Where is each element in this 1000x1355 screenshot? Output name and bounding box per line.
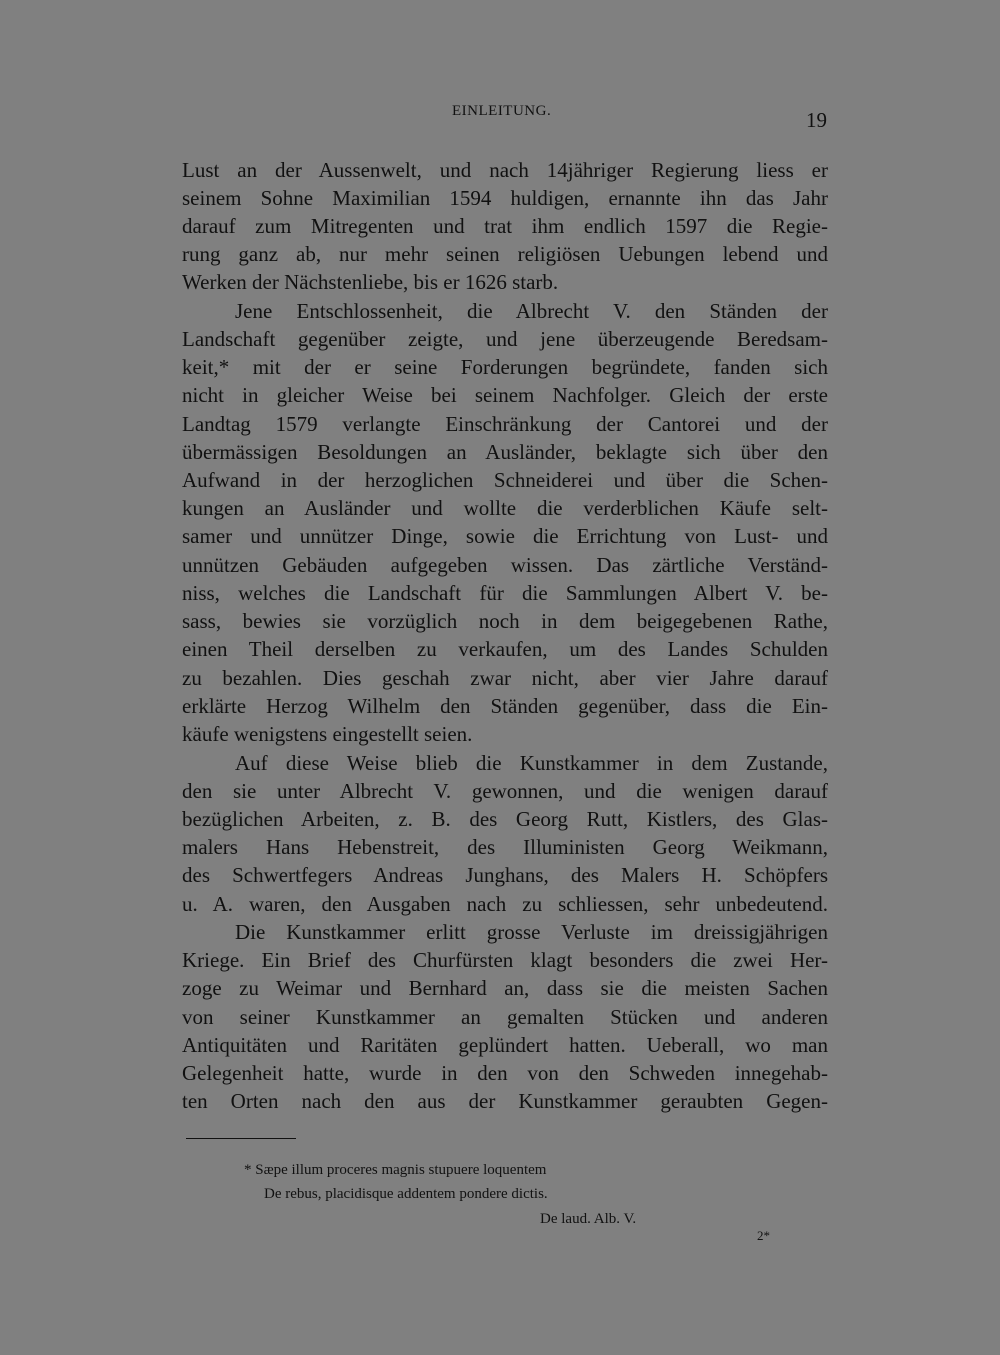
page-number: 19 (806, 108, 827, 132)
body-line: malers Hans Hebenstreit, des Illuministen Georg Weikmann, (182, 835, 828, 859)
body-line: Aufwand in der herzoglichen Schneiderei und über die Schen- (182, 468, 828, 492)
body-line: niss, welches die Landschaft für die Sammlungen Albert V. be- (182, 581, 828, 605)
body-line: samer und unnützer Dinge, sowie die Errichtung von Lust- und (182, 524, 828, 548)
body-line: den sie unter Albrecht V. gewonnen, und die wenigen darauf (182, 779, 828, 803)
body-line: seinem Sohne Maximilian 1594 huldigen, ernannte ihn das Jahr (182, 186, 828, 210)
body-line: erklärte Herzog Wilhelm den Ständen gegenüber, dass die Ein- (182, 694, 828, 718)
body-line: unnützen Gebäuden aufgegeben wissen. Das zärtliche Verständ- (182, 553, 828, 577)
body-line: käufe wenigstens eingestellt seien. (182, 722, 473, 746)
body-line: einen Theil derselben zu verkaufen, um des Landes Schulden (182, 637, 828, 661)
body-line: des Schwertfegers Andreas Junghans, des Malers H. Schöpfers (182, 863, 828, 887)
body-line: keit,* mit der er seine Forderungen begründete, fanden sich (182, 355, 828, 379)
body-line: Gelegenheit hatte, wurde in den von den Schweden innegehab- (182, 1061, 828, 1085)
body-line: Werken der Nächstenliebe, bis er 1626 starb. (182, 270, 559, 294)
body-line: Landtag 1579 verlangte Einschränkung der Cantorei und der (182, 412, 828, 436)
body-line: ten Orten nach den aus der Kunstkammer geraubten Gegen- (182, 1089, 828, 1113)
body-line: bezüglichen Arbeiten, z. B. des Georg Rutt, Kistlers, des Glas- (182, 807, 828, 831)
body-line: zoge zu Weimar und Bernhard an, dass sie die meisten Sachen (182, 976, 828, 1000)
footnote-source: De laud. Alb. V. (540, 1211, 637, 1227)
body-line: Auf diese Weise blieb die Kunstkammer in dem Zustande, (235, 751, 828, 775)
body-line: nicht in gleicher Weise bei seinem Nachfolger. Gleich der erste (182, 383, 828, 407)
body-line: sass, bewies sie vorzüglich noch in dem beigegebenen Rathe, (182, 609, 828, 633)
footnote-line: * Sæpe illum proceres magnis stupuere loquentem (244, 1162, 547, 1178)
footnote-rule (186, 1138, 296, 1139)
running-head: EINLEITUNG. (452, 103, 552, 119)
footnote-line: De rebus, placidisque addentem pondere dictis. (264, 1186, 548, 1202)
signature-mark: 2* (757, 1228, 770, 1243)
body-line: Kriege. Ein Brief des Churfürsten klagt besonders die zwei Her- (182, 948, 828, 972)
body-line: Jene Entschlossenheit, die Albrecht V. den Ständen der (235, 299, 828, 323)
body-line: kungen an Ausländer und wollte die verderblichen Käufe selt- (182, 496, 828, 520)
body-line: Lust an der Aussenwelt, und nach 14jähriger Regierung liess er (182, 158, 828, 182)
body-line: Antiquitäten und Raritäten geplündert hatten. Ueberall, wo man (182, 1033, 828, 1057)
body-line: darauf zum Mitregenten und trat ihm endlich 1597 die Regie- (182, 214, 828, 238)
body-line: Landschaft gegenüber zeigte, und jene überzeugende Beredsam- (182, 327, 828, 351)
body-line: Die Kunstkammer erlitt grosse Verluste im dreissigjährigen (235, 920, 828, 944)
body-line: u. A. waren, den Ausgaben nach zu schliessen, sehr unbedeutend. (182, 892, 828, 916)
body-line: rung ganz ab, nur mehr seinen religiösen Uebungen lebend und (182, 242, 828, 266)
body-line: zu bezahlen. Dies geschah zwar nicht, aber vier Jahre darauf (182, 666, 828, 690)
body-line: von seiner Kunstkammer an gemalten Stücken und anderen (182, 1005, 828, 1029)
body-line: übermässigen Besoldungen an Ausländer, beklagte sich über den (182, 440, 828, 464)
